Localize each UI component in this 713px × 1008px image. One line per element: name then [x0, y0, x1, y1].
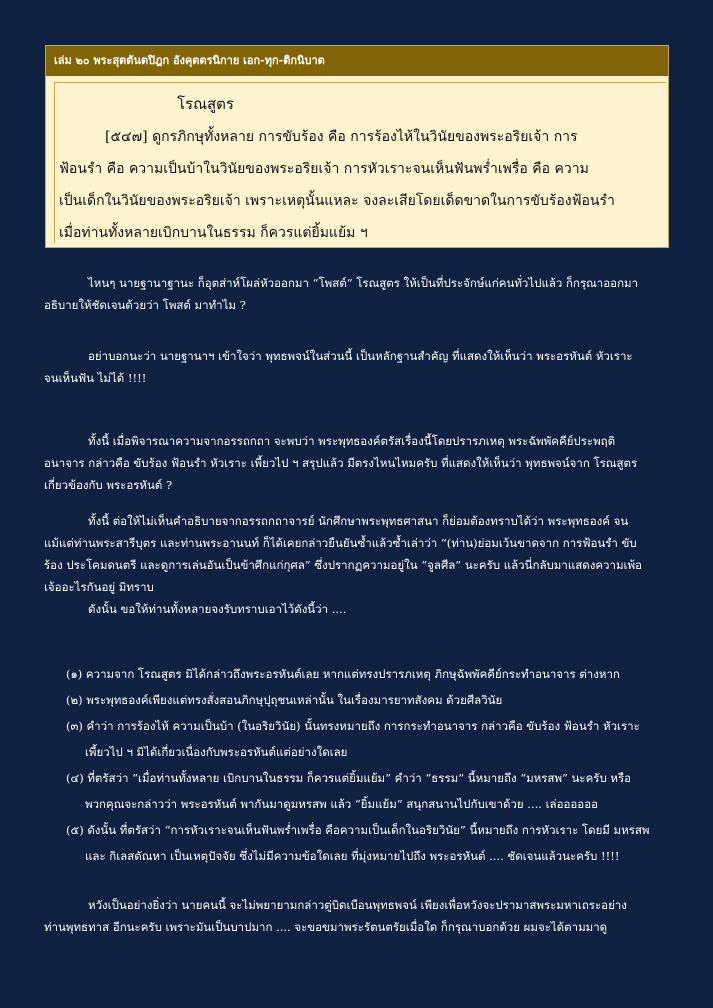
scripture-reference-header: เล่ม ๒๐ พระสุตตันตปิฎก อังคุตตรนิกาย เอก-ทุก-ติกนิบาต: [46, 46, 668, 76]
sutta-title: โรณสูตร: [177, 95, 234, 113]
text-line: หวังเป็นอย่างยิ่งว่า นายคนนี้ จะไม่พยายามกล่าวตู่บิดเบือนพุทธพจน์ เพียงเพื่อหวังจะปรามาสพระมหาเถระอย่าง: [88, 898, 627, 912]
list-item: (๒) พระพุทธองค์เพียงแต่ทรงสั่งสอนภิกษุปุถุชนเหล่านั้น ในเรื่องมารยาทสังคม ด้วยศีลวินัย: [66, 693, 503, 707]
text-line: ดังนั้น ขอให้ท่านทั้งหลายจงรับทราบเอาไว้ดังนี้ว่า ....: [88, 602, 347, 616]
text-line: อนาจาร กล่าวคือ ขับร้อง ฟ้อนรำ หัวเราะ เพี้ยวไป ฯ สรุปแล้ว มีตรงไหนไหมครับ ที่แสดงให้เห็นว่า พุทธพจน์จาก โรณสูตร: [44, 456, 638, 470]
list-item-continuation: พวกคุณจะกล่าวว่า พระอรหันต์ พากันมาดูมหรสพ แล้ว “ยิ้มแย้ม” สนุกสนานไปกับเขาด้วย .... เล่ออออออ: [85, 797, 599, 811]
quote-line: เป็นเด็กในวินัยของพระอริยเจ้า เพราะเหตุนั้นแหละ จงละเสียโดยเด็ดขาดในการขับร้องฟ้อนรำ: [59, 193, 615, 209]
quote-line: ฟ้อนรำ คือ ความเป็นบ้าในวินัยของพระอริยเจ้า การหัวเราะจนเห็นฟันพร่ำเพรื่อ คือ ความ: [59, 161, 589, 177]
text-line: ร้อง ประโคมดนตรี และดูการเล่นอันเป็นข้าศึกแก่กุศล” ซึ่งปรากฏความอยู่ใน “จูลศีล” นะครับ แล้วนี่กลับมาแสดงความเพ้อ: [44, 558, 642, 572]
text-line: เกี่ยวข้องกับ พระอรหันต์ ?: [44, 478, 173, 492]
paragraph-claim: [44, 345, 672, 389]
list-item: (๕) ดังนั้น ที่ตรัสว่า “การหัวเราะจนเห็นฟันพร่ำเพรื่อ คือความเป็นเด็กในอริยวินัย” นี้หมายถึง การหัวเราะ โดยมี มหรสพ: [66, 823, 650, 837]
list-item: (๔) ที่ตรัสว่า “เมื่อท่านทั้งหลาย เบิกบานในธรรม ก็ควรแต่ยิ้มแย้ม” คำว่า “ธรรม” นี้หมายถึง “มหรสพ” นะครับ หรือ: [66, 771, 632, 785]
summary-list: [66, 661, 672, 869]
list-item: (๑) ความจาก โรณสูตร มิได้กล่าวถึงพระอรหันต์เลย หากแต่ทรงปรารภเหตุ ภิกษุฉัพพัคคีย์กระทำอนาจาร ต่างหาก: [66, 667, 620, 681]
text-line: ทั้งนี้ ต่อให้ไม่เห็นคำอธิบายจากอรรถกถาจารย์ นักศึกษาพระพุทธศาสนา ก็ย่อมต้องทราบได้ว่า พระพุทธองค์ จน: [88, 514, 629, 528]
list-item-continuation: และ กิเลสตัณหา เป็นเหตุปัจจัย ซึ่งไม่มีความข้อใดเลย ที่มุ่งหมายไปถึง พระอรหันต์ .... ชัดเจนแล้วนะครับ !!!!: [85, 849, 620, 863]
text-line: ไหนๆ นายฐานาฐานะ ก็อุตส่าห์โผล่หัวออกมา “โพสต์” โรณสูตร ให้เป็นที่ประจักษ์แก่คนทั่วไปแล้ว ก็กรุณาออกมา: [88, 276, 639, 290]
quote-line: เมื่อท่านทั้งหลายเบิกบานในธรรม ก็ควรแต่ยิ้มแย้ม ฯ: [59, 225, 368, 241]
paragraph-evidence: [44, 510, 672, 620]
list-item: (๓) คำว่า การร้องไห้ ความเป็นบ้า (ในอริยวินัย) นั้นทรงหมายถึง การกระทำอนาจาร กล่าวคือ ขับร้อง ฟ้อนรำ หัวเราะ: [66, 719, 640, 733]
text-line: ท่านพุทธทาส อีกนะครับ เพราะมันเป็นบาปมาก .... จะขอขมาพระรัตนตรัยเมื่อใด ก็กรุณาบอกด้วย ผมจะได้ตามมาดู: [44, 920, 608, 934]
text-line: ทั้งนี้ เมื่อพิจารณาความจากอรรถกถา จะพบว่า พระพุทธองค์ตรัสเรื่องนี้โดยปรารภเหตุ พระฉัพพัคคีย์ประพฤติ: [88, 434, 616, 448]
paragraph-commentary: [44, 430, 672, 496]
scripture-quote-body: [54, 82, 666, 243]
text-line: แม้แต่ท่านพระสารีบุตร และท่านพระอานนท์ ก็ได้เคยกล่าวยืนยันซ้ำแล้วซ้ำเล่าว่า “(ท่าน)ย่อมเว้นขาดจาก การฟ้อนรำ ขับ: [44, 536, 637, 550]
quote-line: [๕๔๗] ดูกรภิกษุทั้งหลาย การขับร้อง คือ การร้องไห้ในวินัยของพระอริยเจ้า การ: [105, 129, 578, 145]
paragraph-intro: [44, 272, 672, 316]
list-item-continuation: เพี้ยวไป ฯ มิได้เกี่ยวเนื่องกับพระอรหันต์แต่อย่างใดเลย: [85, 745, 348, 759]
text-line: อย่าบอกนะว่า นายฐานาฯ เข้าใจว่า พุทธพจน์ในส่วนนี้ เป็นหลักฐานสำคัญ ที่แสดงให้เห็นว่า พระอรหันต์ หัวเราะ: [88, 349, 633, 363]
text-line: เจ้ออะไรกันอยู่ มิทราบ: [44, 580, 154, 594]
paragraph-closing: [44, 894, 672, 938]
text-line: จนเห็นฟัน ไม่ได้ !!!!: [44, 371, 147, 385]
text-line: อธิบายให้ชัดเจนด้วยว่า โพสต์ มาทำไม ?: [44, 298, 246, 312]
scripture-quote-box: [45, 45, 669, 248]
